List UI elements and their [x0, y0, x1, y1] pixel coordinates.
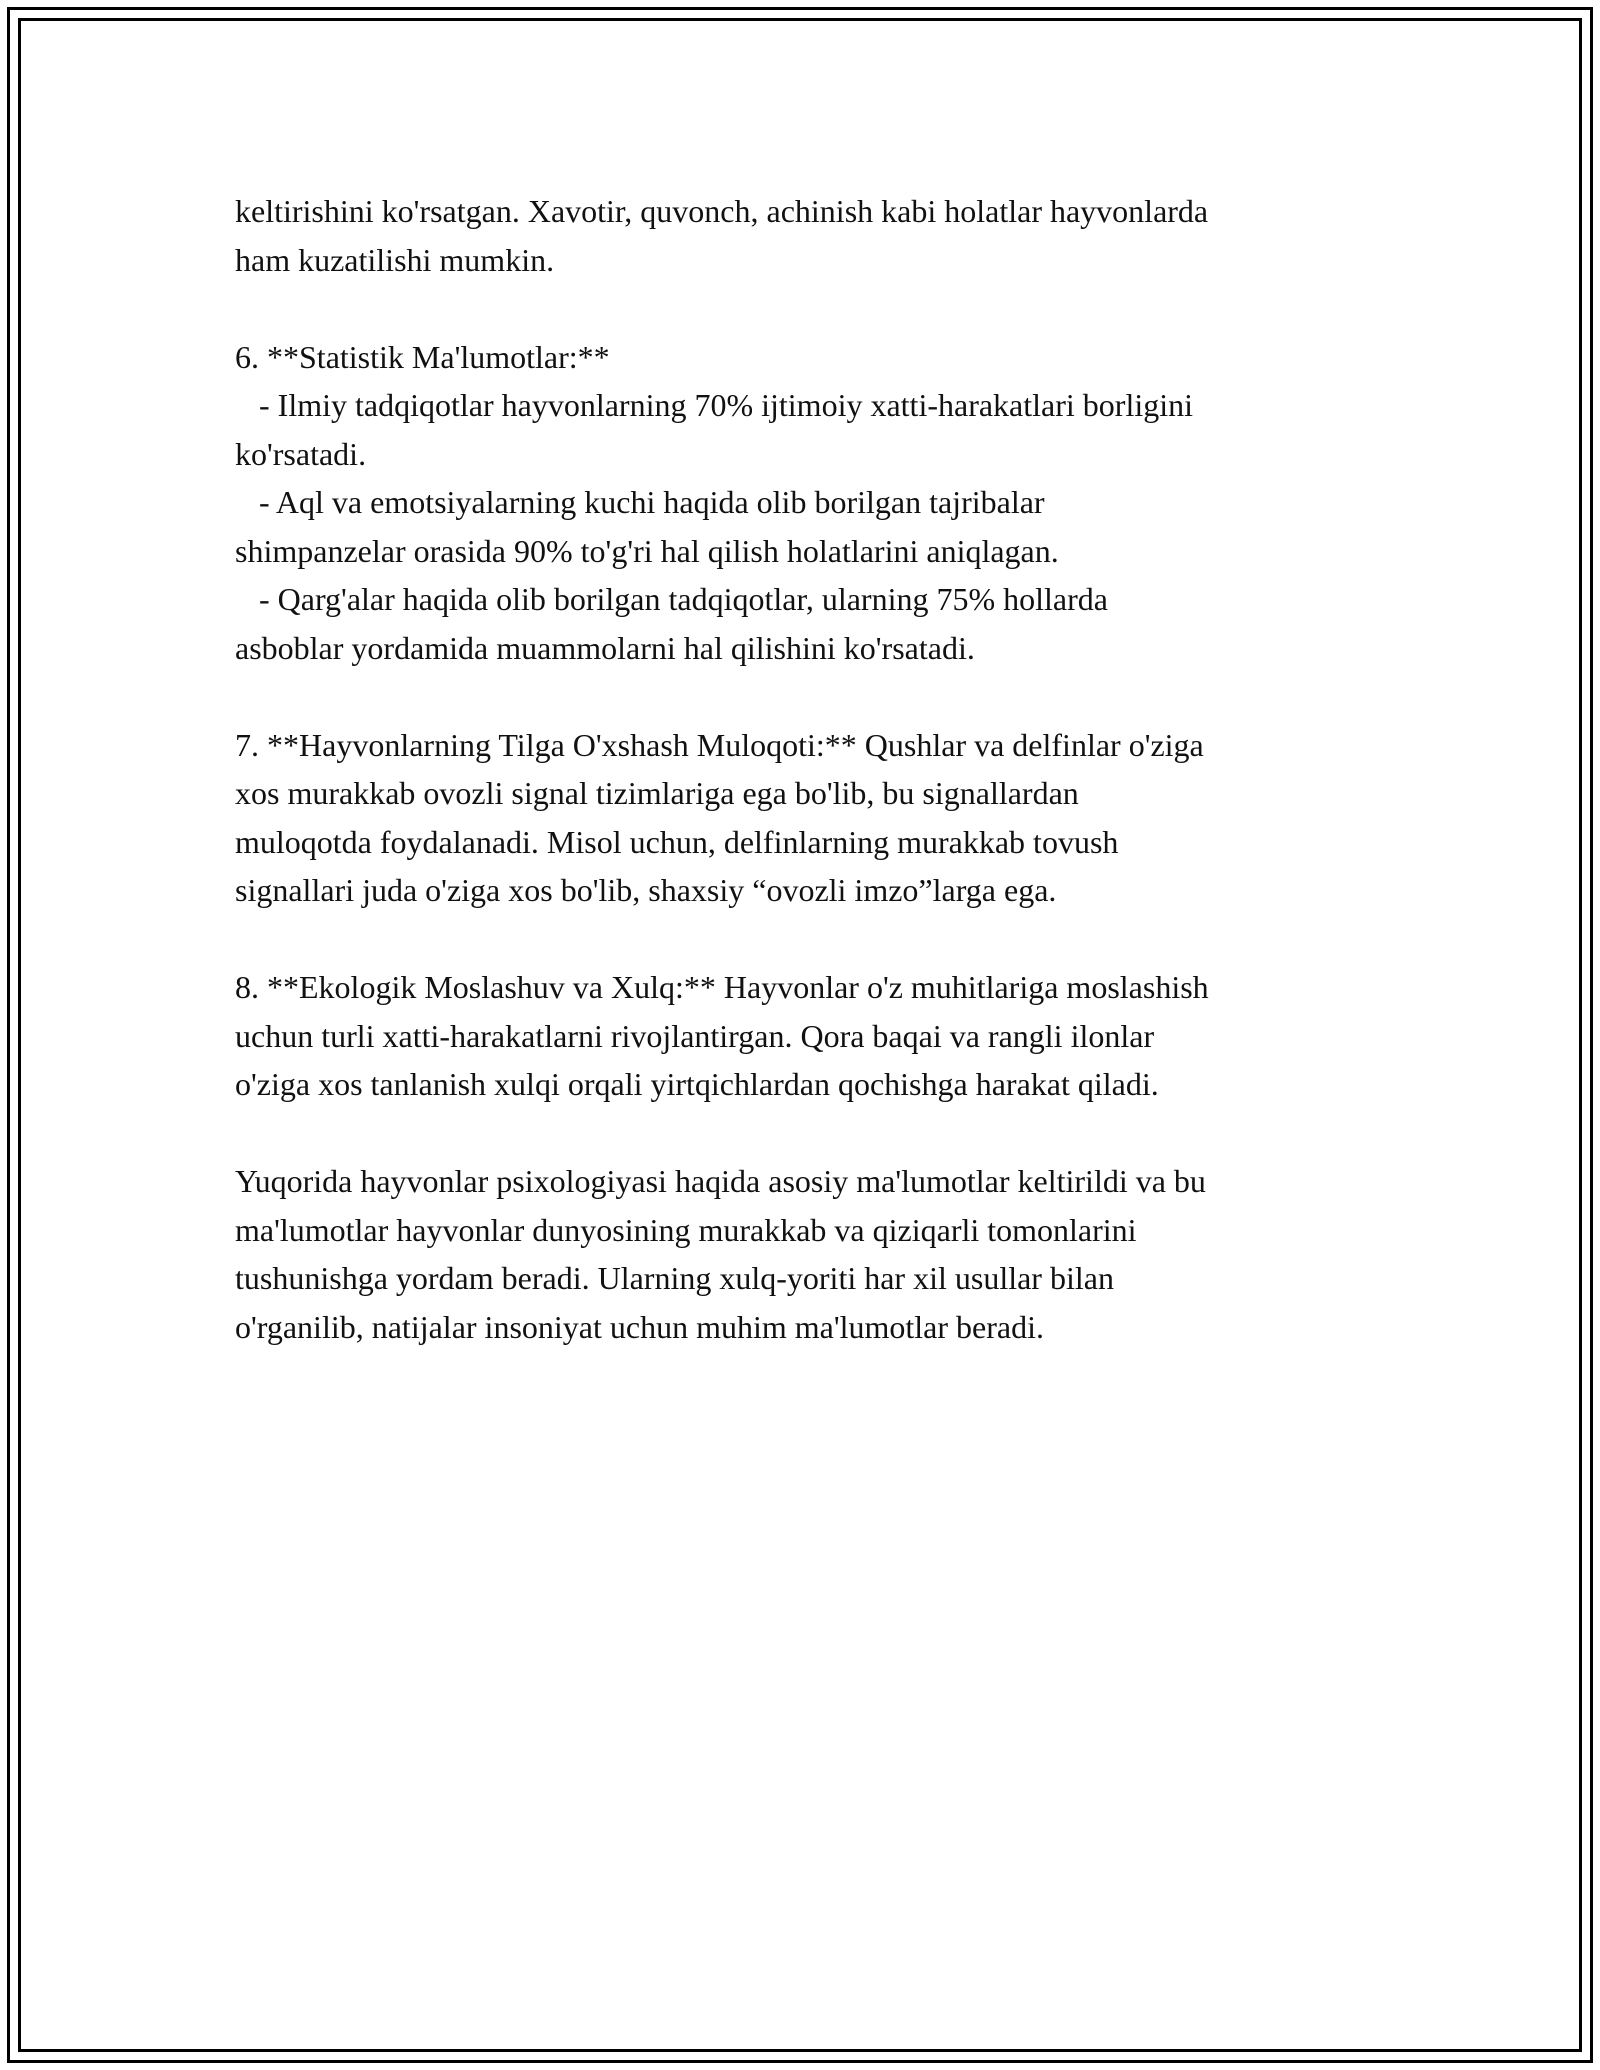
list-item-line: - Ilmiy tadqiqotlar hayvonlarning 70% ijtimoiy xatti-harakatlari borligini	[235, 387, 1193, 423]
text-line: shimpanzelar orasida 90% to'g'ri hal qilish holatlarini aniqlagan.	[235, 532, 1059, 569]
text-line: 8. **Ekologik Moslashuv va Xulq:** Hayvonlar o'z muhitlariga moslashish	[235, 969, 1209, 1005]
text-line: muloqotda foydalanadi. Misol uchun, delfinlarning murakkab tovush	[235, 823, 1119, 860]
paragraph-ecology	[235, 963, 1375, 1109]
paragraph-text	[235, 333, 1375, 673]
text-line: asboblar yordamida muammolarni hal qilishini ko'rsatadi.	[235, 629, 975, 666]
paragraph-text	[235, 1157, 1375, 1351]
paragraph-conclusion	[235, 1157, 1375, 1351]
paragraph-text	[235, 963, 1375, 1109]
section-heading-line: 6. **Statistik Ma'lumotlar:**	[235, 338, 610, 375]
text-line: o'rganilib, natijalar insoniyat uchun muhim ma'lumotlar beradi.	[235, 1308, 1044, 1345]
text-line: signallari juda o'ziga xos bo'lib, shaxsiy “ovozli imzo”larga ega.	[235, 872, 1057, 908]
text-line: keltirishini ko'rsatgan. Xavotir, quvonch, achinish kabi holatlar hayvonlarda	[235, 193, 1209, 229]
text-line: o'ziga xos tanlanish xulqi orqali yirtqichlardan qochishga harakat qiladi.	[235, 1066, 1159, 1102]
paragraph-text	[235, 187, 1375, 284]
text-line: ma'lumotlar hayvonlar dunyosining murakkab va qiziqarli tomonlarini	[235, 1211, 1137, 1248]
text-line: ko'rsatadi.	[235, 435, 367, 472]
text-line: Yuqorida hayvonlar psixologiyasi haqida asosiy ma'lumotlar keltirildi va bu	[235, 1163, 1206, 1199]
paragraph-statistics	[235, 333, 1375, 673]
document-body	[235, 187, 1375, 1400]
paragraph-communication	[235, 721, 1375, 915]
list-item-line: - Qarg'alar haqida olib borilgan tadqiqotlar, ularning 75% hollarda	[235, 581, 1108, 617]
paragraph-text	[235, 721, 1375, 915]
list-item-line: - Aql va emotsiyalarning kuchi haqida olib borilgan tajribalar	[235, 484, 1045, 520]
text-line: ham kuzatilishi mumkin.	[235, 241, 555, 278]
paragraph-continuation	[235, 187, 1375, 284]
text-line: tushunishga yordam beradi. Ularning xulq-yoriti har xil usullar bilan	[235, 1260, 1114, 1296]
text-line: 7. **Hayvonlarning Tilga O'xshash Muloqoti:** Qushlar va delfinlar o'ziga	[235, 726, 1204, 763]
text-line: uchun turli xatti-harakatlarni rivojlantirgan. Qora baqai va rangli ilonlar	[235, 1017, 1155, 1054]
text-line: xos murakkab ovozli signal tizimlariga ega bo'lib, bu signallardan	[235, 775, 1079, 811]
